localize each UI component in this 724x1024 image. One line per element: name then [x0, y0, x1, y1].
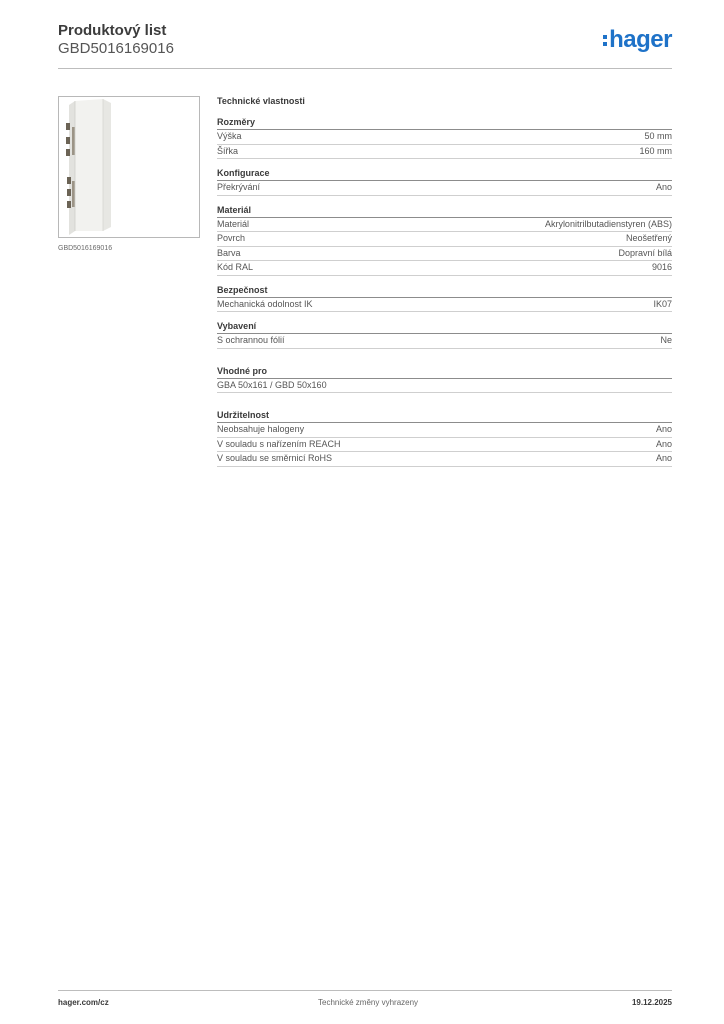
spec-value: Ano: [655, 424, 672, 434]
document-title: Produktový list: [58, 22, 167, 39]
spec-label: V souladu s nařízením REACH: [217, 438, 341, 449]
section-title: Materiál: [217, 204, 672, 218]
section-dimensions: [217, 116, 672, 159]
spec-label: Barva: [217, 247, 241, 258]
section-safety: [217, 284, 672, 313]
spec-label: V souladu se směrnicí RoHS: [217, 453, 333, 463]
header-divider: [58, 68, 672, 69]
spec-value: 160 mm: [639, 145, 672, 156]
spec-label: Neobsahuje halogeny: [217, 424, 305, 434]
spec-label: S ochrannou fólií: [217, 335, 285, 345]
cable-trunking-cover-icon: [59, 97, 199, 237]
spec-value: Ano: [655, 438, 672, 449]
spec-row: [217, 130, 672, 145]
spec-row: [217, 423, 672, 438]
specs-title: Technické vlastnosti: [217, 96, 305, 106]
spec-row: [217, 452, 672, 467]
spec-row: [217, 261, 672, 276]
spec-label: GBA 50x161 / GBD 50x160: [217, 379, 327, 390]
section-title: Vybavení: [217, 320, 672, 334]
section-title: Udržitelnost: [217, 409, 672, 423]
spec-label: Překrývání: [217, 182, 261, 192]
section-title: Rozměry: [217, 116, 672, 130]
logo-text: hager: [609, 26, 672, 53]
spec-label: Povrch: [217, 233, 246, 243]
section-title: Konfigurace: [217, 167, 672, 181]
footer-divider: [58, 990, 672, 991]
spec-value: Ano: [655, 453, 672, 463]
spec-row: [217, 218, 672, 233]
spec-row: [217, 438, 672, 453]
spec-label: Materiál: [217, 218, 250, 229]
product-image: [58, 96, 200, 238]
logo-mark-icon: [603, 35, 607, 46]
section-title: Vhodné pro: [217, 365, 672, 379]
spec-value: Akrylonitrilbutadienstyren (ABS): [544, 218, 672, 229]
section-title: Bezpečnost: [217, 284, 672, 298]
hager-logo: [603, 26, 672, 54]
footer-notice: Technické změny vyhrazeny: [318, 998, 419, 1007]
spec-row: [217, 334, 672, 349]
footer-website: hager.com/cz: [58, 998, 109, 1007]
section-sustainability: [217, 409, 672, 467]
spec-label: Šířka: [217, 145, 239, 156]
spec-row: [217, 298, 672, 313]
spec-value: 50 mm: [644, 131, 672, 141]
section-suitable-for: [217, 365, 672, 394]
spec-row: [217, 247, 672, 262]
spec-value: Ne: [660, 335, 672, 345]
spec-value: Ano: [655, 182, 672, 192]
technical-specs: [217, 96, 672, 475]
section-material: [217, 204, 672, 276]
section-configuration: [217, 167, 672, 196]
section-equipment: [217, 320, 672, 349]
spec-row: [217, 145, 672, 160]
spec-label: Mechanická odolnost IK: [217, 298, 313, 309]
spec-row: [217, 181, 672, 196]
document-header: [58, 20, 672, 70]
spec-label: Výška: [217, 131, 242, 141]
spec-value: IK07: [653, 298, 672, 309]
footer-date: 19.12.2025: [631, 998, 672, 1007]
spec-value: Neošetřený: [625, 233, 672, 243]
image-caption: GBD5016169016: [58, 245, 113, 252]
spec-value: Dopravní bílá: [618, 247, 672, 258]
product-code: GBD5016169016: [58, 40, 174, 57]
spec-label: Kód RAL: [217, 262, 254, 272]
spec-row: [217, 379, 672, 394]
spec-row: [217, 232, 672, 247]
spec-value: 9016: [651, 262, 672, 272]
